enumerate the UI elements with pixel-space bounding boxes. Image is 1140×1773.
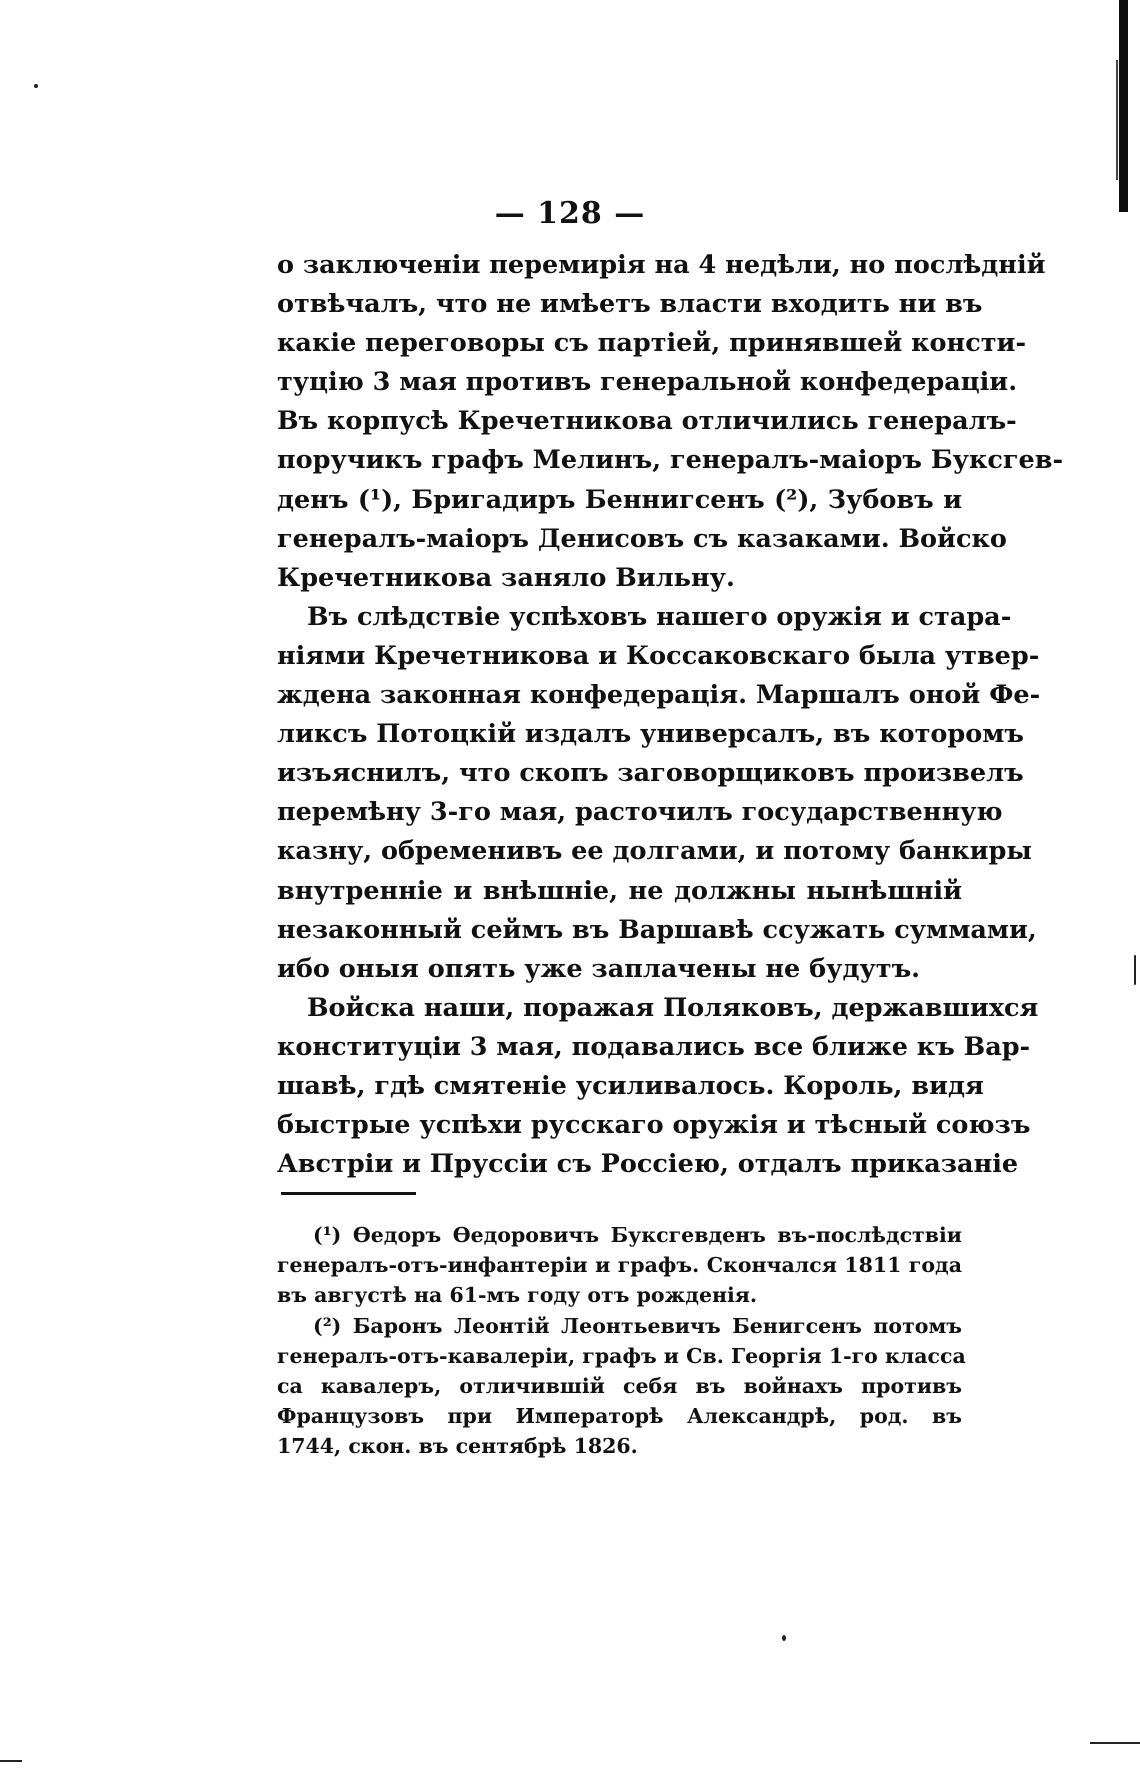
body-line: какiе переговоры съ партiей, принявшей консти- — [277, 328, 1027, 359]
body-line: генералъ-маiоръ Денисовъ съ казаками. Войско — [277, 523, 1007, 554]
footnote-line: Французовъ при Императорѣ Александрѣ, род. въ — [277, 1404, 962, 1429]
body-line: Австрiи и Пруссiи съ Россiею, отдалъ приказанiе — [277, 1149, 1019, 1180]
body-line: поручикъ графъ Мелинъ, генералъ-маiоръ Буксгев- — [277, 445, 1064, 476]
body-line: нiями Кречетникова и Коссаковскаго была утвер- — [277, 640, 1040, 671]
body-line: конституцiи 3 мая, подавались все ближе къ Вар- — [277, 1031, 1031, 1062]
body-line: перемѣну 3-го мая, расточилъ государственную — [277, 797, 1003, 828]
body-line: шавѣ, гдѣ смятенiе усиливалось. Король, видя — [277, 1070, 984, 1101]
body-line: незаконный сеймъ въ Варшавѣ ссужать суммами, — [277, 914, 1037, 945]
body-line: отвѣчалъ, что не имѣетъ власти входить ни въ — [277, 289, 983, 320]
scan-speck — [782, 1635, 786, 1641]
body-line: изъяснилъ, что скопъ заговорщиковъ произвелъ — [277, 758, 1024, 789]
page-number: — 128 — — [494, 196, 646, 231]
body-line: ликсъ Потоцкiй издалъ универсалъ, въ которомъ — [277, 719, 1024, 750]
body-line: о заключенiи перемирiя на 4 недѣли, но послѣднiй — [277, 250, 1046, 280]
body-line: Кречетникова заняло Вильну. — [277, 562, 735, 593]
body-line: внутреннiе и внѣшнiе, не должны нынѣшнiй — [277, 875, 962, 906]
scan-corner-mark — [0, 1760, 22, 1762]
body-text — [277, 246, 1064, 1184]
scan-edge-line — [1116, 60, 1118, 180]
scan-speck — [34, 84, 38, 88]
body-line: туцiю 3 мая противъ генеральной конфедерацiи. — [277, 367, 1018, 398]
footnote-line: са кавалеръ, отличившiй себя въ войнахъ противъ — [277, 1373, 962, 1398]
scan-edge-shadow — [1119, 0, 1128, 212]
body-line: ибо оныя опять уже заплачены не будутъ. — [277, 953, 921, 984]
footnote-line: (²) Баронъ Леонтiй Леонтьевичъ Бенигсенъ потомъ — [313, 1313, 962, 1338]
scan-speck — [1134, 955, 1136, 985]
footnote-line: 1744, скон. въ сентябрѣ 1826. — [277, 1434, 638, 1459]
footnote-separator — [281, 1192, 416, 1195]
footnote-line: генералъ-отъ-инфантерiи и графъ. Скончался 1811 года — [277, 1253, 962, 1278]
footnote-line: генералъ-отъ-кавалерiи, графъ и Св. Георгiя 1-го класса — [277, 1343, 966, 1368]
scan-corner-mark — [1090, 1742, 1140, 1744]
body-line: казну, обременивъ ее долгами, и потому банкиры — [277, 836, 1032, 867]
body-line: Въ слѣдствiе успѣховъ нашего оружiя и стара- — [307, 601, 1012, 632]
footnote-line: въ августѣ на 61-мъ году отъ рожденiя. — [277, 1283, 758, 1308]
body-line: денъ (¹), Бригадиръ Беннигсенъ (²), Зубовъ и — [277, 484, 962, 515]
footnote-line: (¹) Ѳедоръ Ѳедоровичъ Буксгевденъ въ-послѣдствiи — [313, 1223, 962, 1247]
body-line: Войска наши, поражая Поляковъ, державшихся — [307, 992, 1039, 1023]
body-line: ждена законная конфедерацiя. Маршалъ оной Фе- — [277, 680, 1041, 711]
body-line: Въ корпусѣ Кречетникова отличились генералъ- — [277, 406, 1017, 437]
body-line: быстрые успѣхи русскаго оружiя и тѣсный союзъ — [277, 1110, 1031, 1141]
footnotes — [277, 1220, 966, 1462]
